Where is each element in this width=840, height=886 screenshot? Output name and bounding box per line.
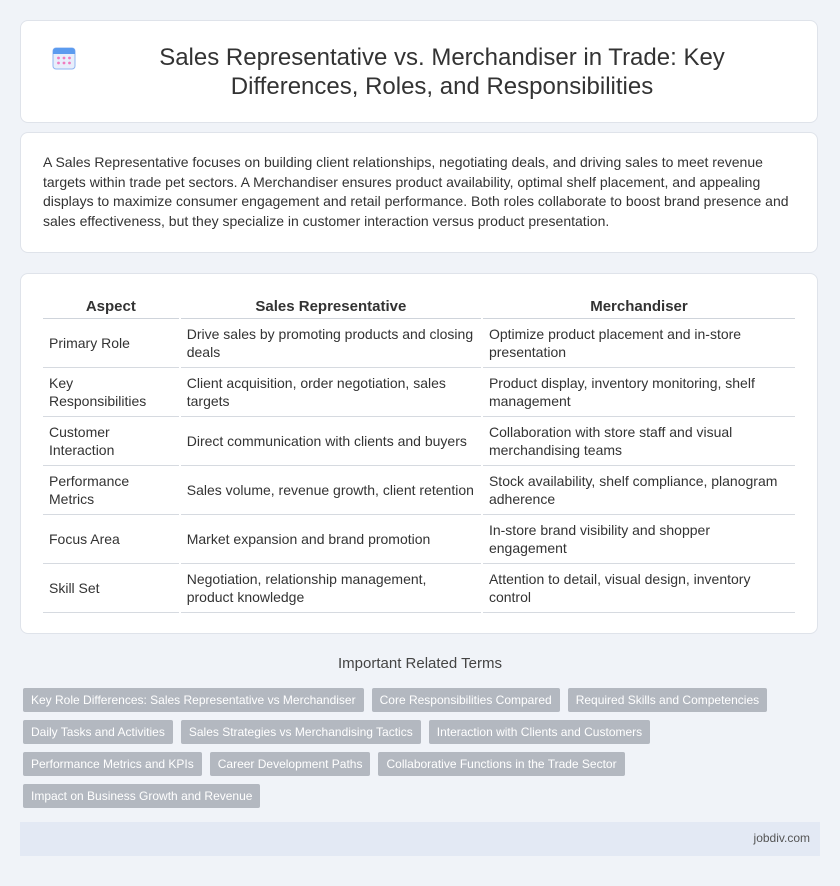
table-cell-aspect: Primary Role: [43, 319, 179, 368]
comparison-card: [20, 273, 818, 634]
table-cell-aspect: Performance Metrics: [43, 466, 179, 515]
related-term-tag[interactable]: Interaction with Clients and Customers: [429, 720, 650, 744]
related-term-tag[interactable]: Required Skills and Competencies: [568, 688, 767, 712]
table-row: [43, 319, 795, 368]
page-title: Sales Representative vs. Merchandiser in Trade: Key Differences, Roles, and Responsibilities: [159, 43, 725, 100]
column-header-sales-representative: Sales Representative: [181, 294, 481, 319]
calendar-icon: [51, 45, 77, 71]
summary-card: [20, 132, 818, 253]
table-row: [43, 466, 795, 515]
table-row: [43, 564, 795, 613]
related-terms-heading: Important Related Terms: [338, 655, 502, 672]
table-cell-sales-representative: Drive sales by promoting products and closing deals: [181, 319, 481, 368]
related-term-tag[interactable]: Career Development Paths: [210, 752, 371, 776]
table-cell-merchandiser: Optimize product placement and in-store presentation: [483, 319, 795, 368]
related-term-tag[interactable]: Sales Strategies vs Merchandising Tactics: [181, 720, 421, 744]
related-term-tag[interactable]: Performance Metrics and KPIs: [23, 752, 202, 776]
table-cell-aspect: Key Responsibilities: [43, 368, 179, 417]
related-term-tag[interactable]: Key Role Differences: Sales Representative vs Merchandiser: [23, 688, 364, 712]
table-cell-merchandiser: Attention to detail, visual design, inventory control: [483, 564, 795, 613]
table-cell-sales-representative: Negotiation, relationship management, product knowledge: [181, 564, 481, 613]
table-cell-merchandiser: Collaboration with store staff and visual merchandising teams: [483, 417, 795, 466]
title-card: [20, 20, 818, 123]
table-row: [43, 515, 795, 564]
summary-text: A Sales Representative focuses on building client relationships, negotiating deals, and driving sales to meet revenue targets within trade pet sectors. A Merchandiser ensures product availability, optimal shelf placement, and appealing displays to maximize consumer engagement and retail performance. Both roles collaborate to boost brand presence and sales effectiveness, but they specialize in customer interaction versus product presentation.: [43, 154, 789, 229]
table-cell-sales-representative: Market expansion and brand promotion: [181, 515, 481, 564]
column-header-merchandiser: Merchandiser: [483, 294, 795, 319]
table-cell-sales-representative: Direct communication with clients and buyers: [181, 417, 481, 466]
table-row: [43, 368, 795, 417]
table-cell-aspect: Skill Set: [43, 564, 179, 613]
table-cell-aspect: Focus Area: [43, 515, 179, 564]
related-term-tag[interactable]: Daily Tasks and Activities: [23, 720, 173, 744]
table-cell-aspect: Customer Interaction: [43, 417, 179, 466]
related-term-tag[interactable]: Collaborative Functions in the Trade Sector: [378, 752, 624, 776]
table-row: [43, 417, 795, 466]
table-cell-sales-representative: Client acquisition, order negotiation, sales targets: [181, 368, 481, 417]
table-cell-merchandiser: Stock availability, shelf compliance, planogram adherence: [483, 466, 795, 515]
related-term-tag[interactable]: Core Responsibilities Compared: [372, 688, 560, 712]
table-cell-sales-representative: Sales volume, revenue growth, client retention: [181, 466, 481, 515]
table-cell-merchandiser: In-store brand visibility and shopper engagement: [483, 515, 795, 564]
comparison-table: [41, 294, 797, 613]
related-terms-list: [23, 688, 803, 816]
related-term-tag[interactable]: Impact on Business Growth and Revenue: [23, 784, 260, 808]
footer-site-link[interactable]: jobdiv.com: [753, 831, 810, 845]
table-cell-merchandiser: Product display, inventory monitoring, shelf management: [483, 368, 795, 417]
table-header-row: [43, 294, 795, 319]
title-wrap: [21, 43, 817, 101]
footer: [20, 822, 820, 856]
column-header-aspect: Aspect: [43, 294, 179, 319]
